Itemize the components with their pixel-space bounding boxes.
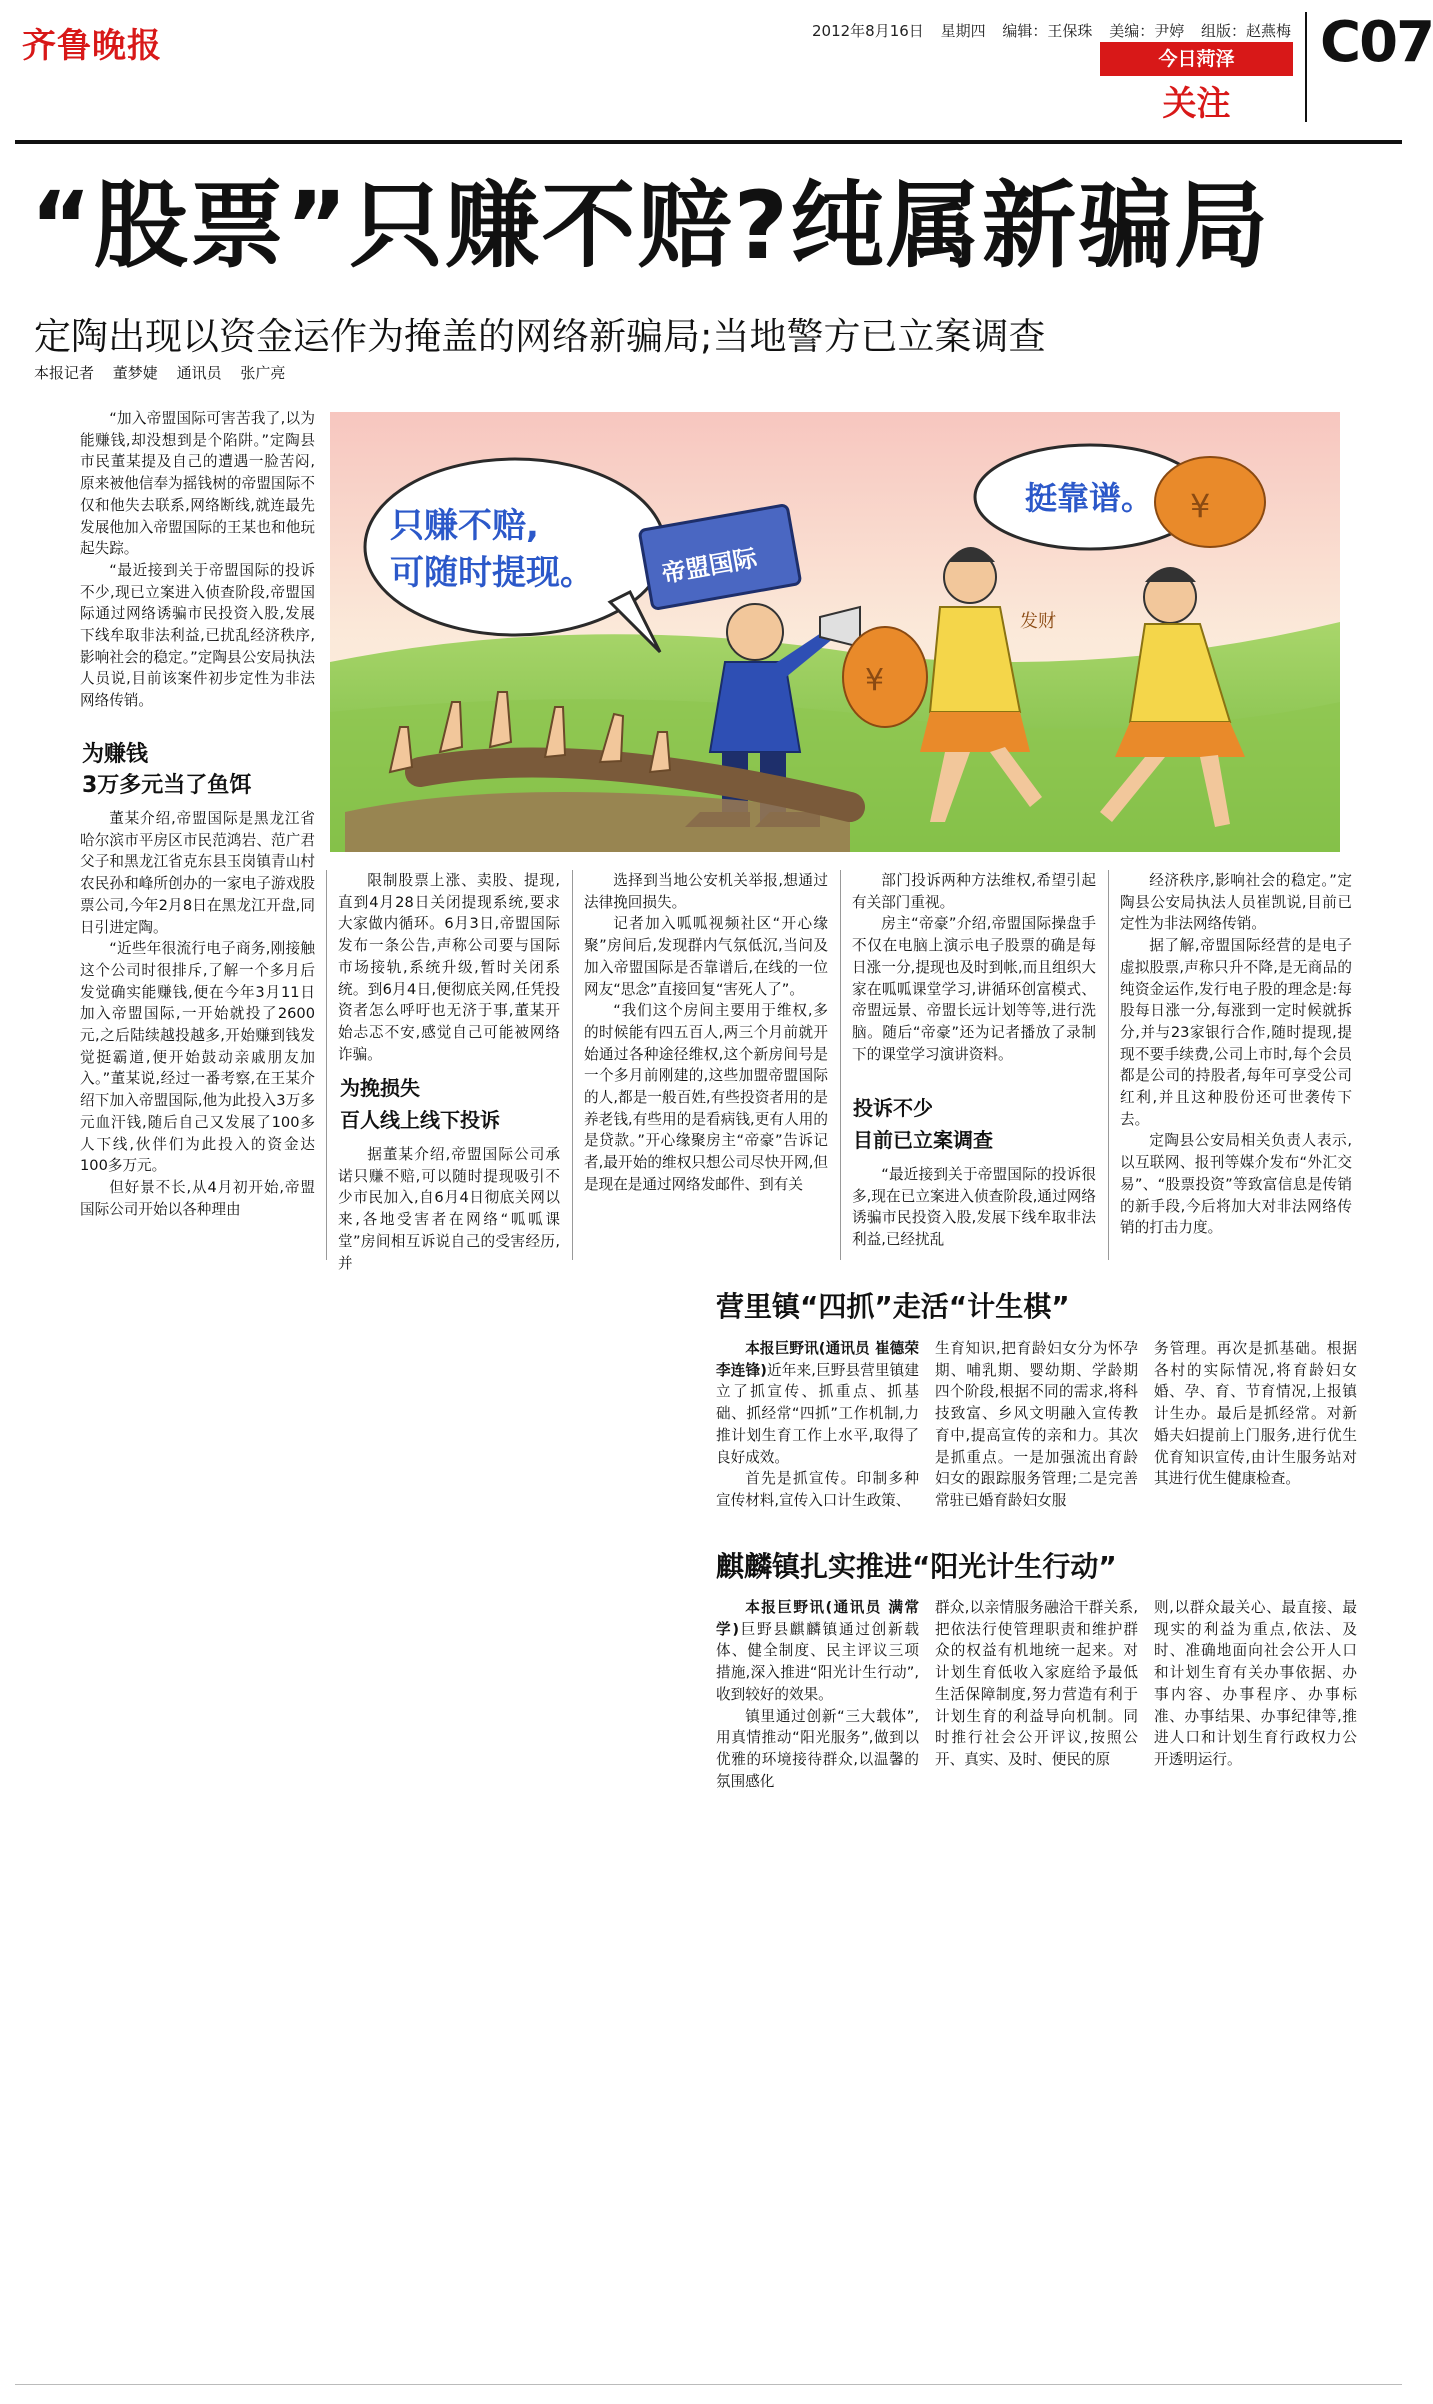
article2-lead: 本报巨野讯(通讯员 崔德荣 李连锋) <box>716 1340 919 1379</box>
paragraph: “我们这个房间主要用于维权,多的时候能有四五百人,两三个月前就开始通过各种途径维权,这个新房间号是一个多月前刚建的,这些加盟帝盟国际的人,都是一般百姓,有些投资者用的是养老钱,有些用的是看病钱,更有人用的是贷款。”开心缘聚房主“帝豪”告诉记者,最开始的维权只想公司尽快开网,但是现在是通过网络发邮件、到有关 <box>584 1002 828 1193</box>
section-title: 百人线上线下投诉 <box>340 1108 500 1132</box>
page-headline: “股票”只赚不赔?纯属新骗局 <box>30 172 1271 281</box>
paragraph <box>716 1597 919 1706</box>
article-intro <box>80 408 315 712</box>
masthead-divider <box>1305 12 1307 122</box>
editor-credit: 编辑：王保珠 <box>1002 22 1093 40</box>
cartoon-illustration <box>330 412 1340 852</box>
page-number: C07 <box>1320 10 1433 75</box>
paragraph: 记者加入呱呱视频社区“开心缘聚”房间后,发现群内气氛低沉,当问及加入帝盟国际是否靠谱后,在线的一位网友“思念”直接回复“害死人了”。 <box>584 915 828 998</box>
art-editor-credit: 美编：尹婷 <box>1109 22 1185 40</box>
byline-correspondent: 张广亮 <box>240 364 286 382</box>
byline-role: 本报记者 <box>34 364 95 382</box>
section-title: 为赚钱 <box>82 742 149 767</box>
layout-credit: 组版：赵燕梅 <box>1200 22 1291 40</box>
issue-date: 2012年8月16日 <box>812 22 924 40</box>
article2-title: 营里镇“四抓”走活“计生棋” <box>716 1290 1070 1323</box>
section-title: 投诉不少 <box>853 1096 933 1120</box>
bubble-left-line2: 可随时提现。 <box>390 553 594 593</box>
paragraph: 董某介绍,帝盟国际是黑龙江省哈尔滨市平房区市民范鸿岩、范广君父子和黑龙江省克东县玉岗镇青山村农民孙和峰所创办的一家电子游戏股票公司,今年2月8日在黑龙江开盘,同日引进定陶。 <box>80 810 315 936</box>
article2-column-2 <box>935 1338 1138 1512</box>
paragraph: 务管理。再次是抓基础。根据各村的实际情况,将育龄妇女婚、孕、育、节育情况,上报镇计生办。最后是抓经常。对新婚夫妇提前上门服务,进行优生优育知识宣传,由计生服务站对其进行优生健康检查。 <box>1154 1340 1357 1488</box>
column-divider <box>840 870 841 1260</box>
paragraph: “近些年很流行电子商务,刚接触这个公司时很排斥,了解一个多月后发觉确实能赚钱,便在今年3月11日加入帝盟国际,一开始就投了2600元,之后陆续越投越多,开始赚到钱发觉挺霸道,便开始鼓动亲戚朋友加入。”董某说,经过一番考察,在王某介绍下加入帝盟国际,他为此投入3万多元血汗钱,随后自己又发展了100多人下线,伙伴们为此投入的资金达100多万元。 <box>80 940 315 1175</box>
article3-column-1 <box>716 1597 919 1792</box>
section-label: 今日菏泽 <box>1100 42 1293 76</box>
paragraph: 镇里通过创新“三大载体”,用真情推动“阳光服务”,做到以优雅的环境接待群众,以温馨的氛围感化 <box>716 1707 919 1790</box>
edition-meta <box>812 20 1303 41</box>
paragraph: 经济秩序,影响社会的稳定。”定陶县公安局执法人员崔凯说,目前已定性为非法网络传销。 <box>1120 872 1352 933</box>
page-bottom-rule <box>15 2384 1402 2385</box>
paragraph: “最近接到关于帝盟国际的投诉不少,现已立案进入侦查阶段,帝盟国际通过网络诱骗市民投资入股,发展下线牟取非法利益,已扰乱经济秩序,影响社会的稳定。”定陶县公安局执法人员说,目前该案件初步定性为非法网络传销。 <box>80 561 315 710</box>
paragraph: “加入帝盟国际可害苦我了,以为能赚钱,却没想到是个陷阱。”定陶县市民董某提及自己的遭遇一脸苦闷,原来被他信奉为摇钱树的帝盟国际不仅和他失去联系,网络断线,就连最先发展他加入帝盟国际的王某也和他玩起失踪。 <box>80 410 315 558</box>
article-column-4 <box>852 870 1096 1065</box>
article-column-2 <box>338 870 560 1065</box>
article3-column-3 <box>1154 1597 1357 1771</box>
paragraph: “最近接到关于帝盟国际的投诉很多,现在已立案进入侦查阶段,通过网络诱骗市民投资入股,发展下线牟取非法利益,已经扰乱 <box>852 1166 1096 1249</box>
section-title: 目前已立案调查 <box>853 1128 993 1152</box>
svg-text:¥: ¥ <box>1190 487 1211 525</box>
svg-text:¥: ¥ <box>865 663 885 698</box>
bag-label: 发财 <box>1020 611 1056 632</box>
money-bag-icon <box>843 627 927 727</box>
masthead-rule <box>15 140 1402 144</box>
bubble-left-line1: 只赚不赔, <box>390 506 539 546</box>
byline <box>34 362 299 383</box>
paragraph-body: 巨野县麒麟镇通过创新载体、健全制度、民主评议三项措施,深入推进“阳光计生行动”,收到较好的效果。 <box>716 1620 919 1703</box>
paragraph-body: 近年来,巨野县营里镇建立了抓宣传、抓重点、抓基础、抓经常“四抓”工作机制,力推计划生育工作上水平,取得了良好成效。 <box>716 1361 919 1466</box>
paragraph <box>716 1338 919 1468</box>
article-column-2b <box>338 1144 560 1274</box>
article-column-5 <box>1120 870 1352 1239</box>
section-title: 为挽损失 <box>340 1076 420 1100</box>
paragraph: 首先是抓宣传。印制多种宣传材料,宣传入口计生政策、 <box>716 1470 919 1509</box>
byline-reporter: 董梦婕 <box>112 364 158 382</box>
sign-text: 帝盟国际 <box>659 543 760 589</box>
paragraph: 限制股票上涨、卖股、提现,直到4月28日关闭提现系统,要求大家做内循环。6月3日,帝盟国际发布一条公告,声称公司要与国际市场接轨,系统升级,暂时关闭系统。到6月4日,便彻底关网,任凭投资者怎么呼吁也无济于事,董某开始忐忑不安,感觉自己可能被网络诈骗。 <box>338 872 560 1063</box>
paragraph: 选择到当地公安机关举报,想通过法律挽回损失。 <box>584 872 828 911</box>
newspaper-logo: 齐鲁晚报 <box>22 26 162 66</box>
article3-lead: 本报巨野讯(通讯员 满常学) <box>716 1599 919 1638</box>
article2-column-3 <box>1154 1338 1357 1490</box>
editorial-cartoon <box>330 412 1340 852</box>
article-column-4b <box>852 1164 1096 1251</box>
article-column-3 <box>584 870 828 1196</box>
paragraph: 群众,以亲情服务融洽干群关系,把依法行使管理职责和维护群众的权益有机地统一起来。对计划生育低收入家庭给予最低生活保障制度,努力营造有利于计划生育的利益导向机制。同时推行社会公开评议,按照公开、真实、及时、便民的原 <box>935 1599 1138 1768</box>
article-column-1 <box>80 808 315 1220</box>
article2-column-1 <box>716 1338 919 1512</box>
paragraph: 房主“帝豪”介绍,帝盟国际操盘手不仅在电脑上演示电子股票的确是每日涨一分,提现也及时到帐,而且组织大家在呱呱课堂学习,讲循环创富模式、帝盟远景、帝盟长远计划等等,进行洗脑。随后“帝豪”还为记者播放了录制下的课堂学习演讲资料。 <box>852 915 1096 1063</box>
column-divider <box>572 870 573 1260</box>
issue-weekday: 星期四 <box>940 22 986 40</box>
paragraph: 则,以群众最关心、最直接、最现实的利益为重点,依法、及时、准确地面向社会公开人口和计划生育有关办事依据、办事内容、办事程序、办事标准、办事结果、办事纪律等,推进人口和计划生育行政权力公开透明运行。 <box>1154 1599 1357 1768</box>
column-divider <box>326 870 327 1260</box>
paragraph: 但好景不长,从4月初开始,帝盟国际公司开始以各种理由 <box>80 1178 315 1218</box>
section-title: 3万多元当了鱼饵 <box>82 773 252 798</box>
article3-column-2 <box>935 1597 1138 1771</box>
bubble-right-text: 挺靠谱。 <box>1025 479 1154 517</box>
column-divider <box>1108 870 1109 1260</box>
paragraph: 部门投诉两种方法维权,希望引起有关部门重视。 <box>852 872 1096 911</box>
paragraph: 据董某介绍,帝盟国际公司承诺只赚不赔,可以随时提现吸引不少市民加入,自6月4日彻底关网以来,各地受害者在网络“呱呱课堂”房间相互诉说自己的受害经历,并 <box>338 1146 560 1272</box>
article3-title: 麒麟镇扎实推进“阳光计生行动” <box>716 1550 1117 1583</box>
byline-role: 通讯员 <box>176 364 222 382</box>
section-sub-label: 关注 <box>1162 84 1231 124</box>
page-subheadline: 定陶出现以资金运作为掩盖的网络新骗局;当地警方已立案调查 <box>34 315 1046 358</box>
paragraph: 据了解,帝盟国际经营的是电子虚拟股票,声称只升不降,是无商品的纯资金运作,发行电子股的理念是:每股每日涨一分,每涨到一定时候就拆分,并与23家银行合作,随时提现,提现不要手续费,公司上市时,每个会员都是公司的持股者,每年可享受公司红利,并且这种股份还可世袭传下去。 <box>1120 937 1352 1128</box>
paragraph: 定陶县公安局相关负责人表示,以互联网、报刊等媒介发布“外汇交易”、“股票投资”等致富信息是传销的新手段,今后将加大对非法网络传销的打击力度。 <box>1120 1132 1352 1237</box>
paragraph: 生育知识,把育龄妇女分为怀孕期、哺乳期、婴幼期、学龄期四个阶段,根据不同的需求,将科技致富、乡风文明融入宣传教育中,提高宣传的亲和力。其次是抓重点。一是加强流出育龄妇女的跟踪服务管理;二是完善常驻已婚育龄妇女服 <box>935 1340 1138 1509</box>
